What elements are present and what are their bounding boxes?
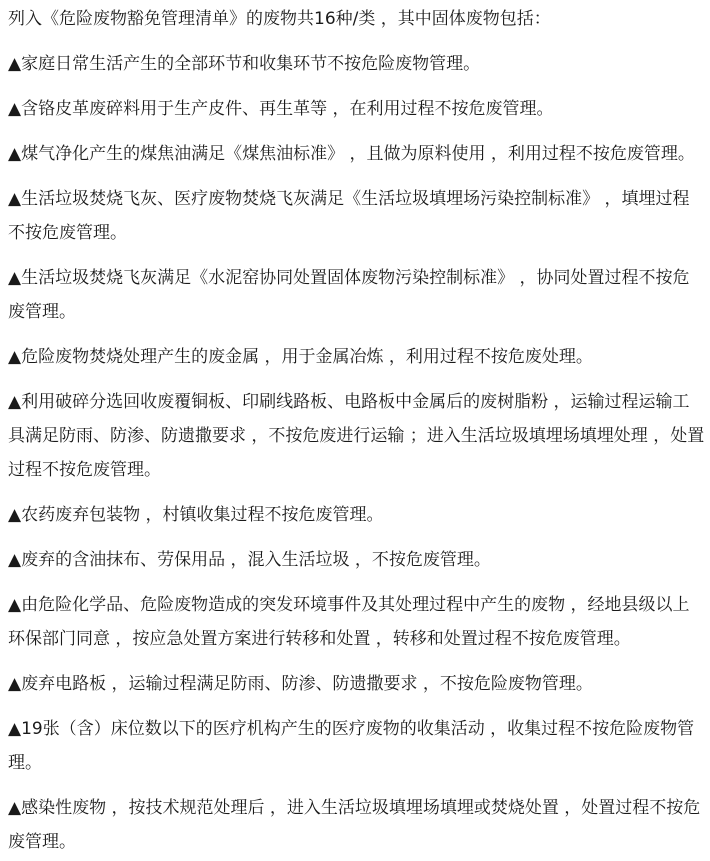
list-item: ▲生活垃圾焚烧飞灰、医疗废物焚烧飞灰满足《生活垃圾填埋场污染控制标准》 ，填埋过程不按危废管理。 bbox=[8, 189, 690, 243]
list-item: ▲利用破碎分选回收废覆铜板、印刷线路板、电路板中金属后的废树脂粉 ，运输过程运输工具满足防雨、防渗、防遗撒要求 ，不按危废进行运输 ；进入生活垃圾填埋场填埋处理 ，处置过程不按危废管理。 bbox=[8, 392, 705, 480]
list-item: ▲由危险化学品、危险废物造成的突发环境事件及其处理过程中产生的废物 ，经地县级以上环保部门同意 ，按应急处置方案进行转移和处置 ，转移和处置过程不按危废管理。 bbox=[8, 595, 690, 649]
list-item: ▲废弃电路板 ，运输过程满足防雨、防渗、防遗撒要求 ，不按危险废物管理。 bbox=[8, 674, 593, 694]
list-item: ▲19张（含）床位数以下的医疗机构产生的医疗废物的收集活动 ，收集过程不按危险废物管理。 bbox=[8, 719, 695, 773]
list-item: ▲感染性废物 ，按技术规范处理后 ，进入生活垃圾填埋场填埋或焚烧处置 ，处置过程不按危废管理。 bbox=[8, 798, 701, 852]
list-item: ▲煤气净化产生的煤焦油满足《煤焦油标准》 ，且做为原料使用 ，利用过程不按危废管理。 bbox=[8, 144, 695, 164]
intro-paragraph: 列入《危险废物豁免管理清单》的废物共16种/类 ，其中固体废物包括： bbox=[8, 9, 551, 29]
list-item: ▲生活垃圾焚烧飞灰满足《水泥窑协同处置固体废物污染控制标准》 ，协同处置过程不按危废管理。 bbox=[8, 268, 690, 322]
list-item: ▲农药废弃包装物 ，村镇收集过程不按危废管理。 bbox=[8, 505, 384, 525]
list-item: ▲废弃的含油抹布、劳保用品 ，混入生活垃圾 ，不按危废管理。 bbox=[8, 550, 491, 570]
list-item: ▲危险废物焚烧处理产生的废金属 ，用于金属冶炼 ，利用过程不按危废处理。 bbox=[8, 347, 593, 367]
list-item: ▲家庭日常生活产生的全部环节和收集环节不按危险废物管理。 bbox=[8, 54, 481, 74]
waste-list bbox=[8, 47, 706, 859]
list-item: ▲含铬皮革废碎料用于生产皮件、再生革等 ，在利用过程不按危废管理。 bbox=[8, 99, 554, 119]
